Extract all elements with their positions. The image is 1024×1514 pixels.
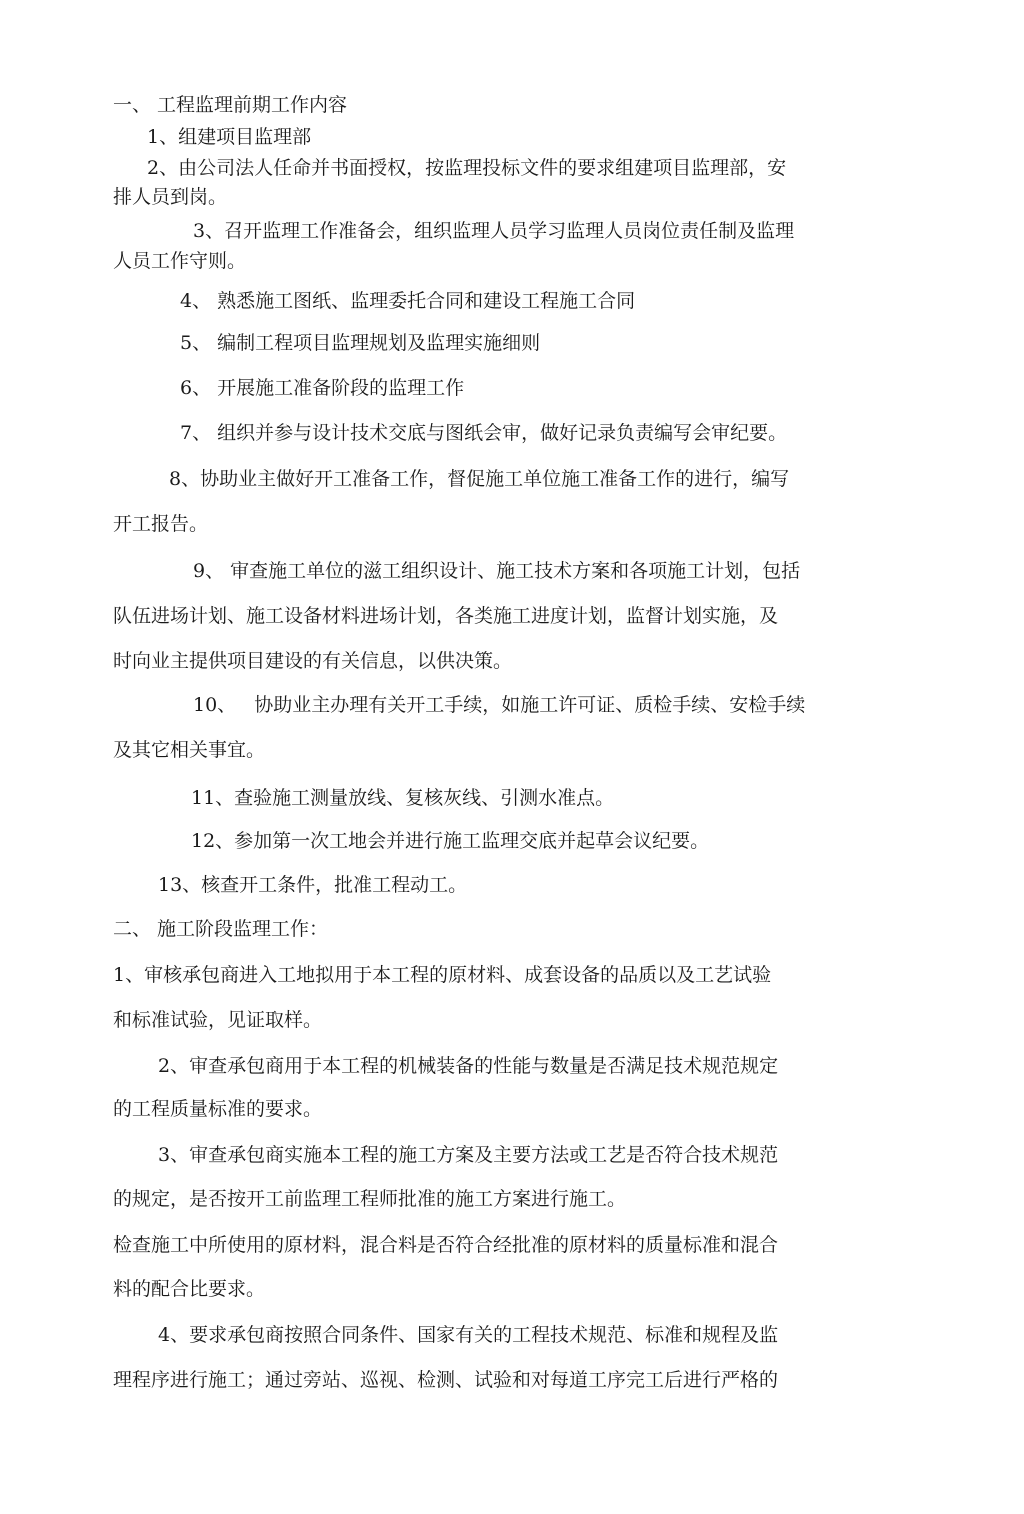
section2-check-line1: 检查施工中所使用的原材料，混合料是否符合经批准的原材料的质量标准和混合 bbox=[113, 1234, 779, 1256]
section1-item9-line1: 9、 审查施工单位的滋工组织设计、施工技术方案和各项施工计划，包括 bbox=[193, 560, 801, 582]
section1-heading: 一、 工程监理前期工作内容 bbox=[113, 94, 348, 116]
section1-item7: 7、 组织并参与设计技术交底与图纸会审，做好记录负责编写会审纪要。 bbox=[180, 422, 788, 444]
section1-item10-line2: 及其它相关事宜。 bbox=[113, 739, 266, 761]
section2-item1-line2: 和标准试验，见证取样。 bbox=[113, 1009, 323, 1031]
section1-item2-line2: 排人员到岗。 bbox=[113, 186, 228, 208]
section1-item3-line1: 3、召开监理工作准备会，组织监理人员学习监理人员岗位责任制及监理 bbox=[193, 220, 795, 242]
section2-item3-line2: 的规定，是否按开工前监理工程师批准的施工方案进行施工。 bbox=[113, 1188, 627, 1210]
section1-item13: 13、核查开工条件，批准工程动工。 bbox=[158, 874, 468, 896]
section1-item2-line1: 2、由公司法人任命并书面授权，按监理投标文件的要求组建项目监理部，安 bbox=[147, 157, 787, 179]
section1-item9-line2: 队伍进场计划、施工设备材料进场计划，各类施工进度计划，监督计划实施，及 bbox=[113, 605, 779, 627]
section1-item3-line2: 人员工作守则。 bbox=[113, 250, 247, 272]
section1-item8-line2: 开工报告。 bbox=[113, 513, 209, 535]
section1-item8-line1: 8、协助业主做好开工准备工作，督促施工单位施工准备工作的进行，编写 bbox=[169, 468, 790, 490]
section2-item2-line1: 2、审查承包商用于本工程的机械装备的性能与数量是否满足技术规范规定 bbox=[158, 1055, 779, 1077]
section1-item10-line1: 10、 协助业主办理有关开工手续，如施工许可证、质检手续、安检手续 bbox=[193, 694, 806, 716]
section1-item11: 11、查验施工测量放线、复核灰线、引测水准点。 bbox=[191, 787, 615, 809]
section2-check-line2: 料的配合比要求。 bbox=[113, 1278, 266, 1300]
section2-item4-line1: 4、要求承包商按照合同条件、国家有关的工程技术规范、标准和规程及监 bbox=[158, 1324, 779, 1346]
section2-heading: 二、 施工阶段监理工作： bbox=[113, 918, 329, 940]
section1-item6: 6、 开展施工准备阶段的监理工作 bbox=[180, 377, 465, 399]
section2-item2-line2: 的工程质量标准的要求。 bbox=[113, 1098, 323, 1120]
section2-item1-line1: 1、审核承包商进入工地拟用于本工程的原材料、成套设备的品质以及工艺试验 bbox=[113, 964, 772, 986]
section1-item12: 12、参加第一次工地会并进行施工监理交底并起草会议纪要。 bbox=[191, 830, 710, 852]
section2-item3-line1: 3、审查承包商实施本工程的施工方案及主要方法或工艺是否符合技术规范 bbox=[158, 1144, 779, 1166]
section1-item1: 1、组建项目监理部 bbox=[147, 126, 312, 148]
section1-item9-line3: 时向业主提供项目建设的有关信息，以供决策。 bbox=[113, 650, 513, 672]
section1-item4: 4、 熟悉施工图纸、监理委托合同和建设工程施工合同 bbox=[180, 290, 636, 312]
section1-item5: 5、 编制工程项目监理规划及监理实施细则 bbox=[180, 332, 541, 354]
section2-item4-line2: 理程序进行施工；通过旁站、巡视、检测、试验和对每道工序完工后进行严格的 bbox=[113, 1369, 779, 1391]
